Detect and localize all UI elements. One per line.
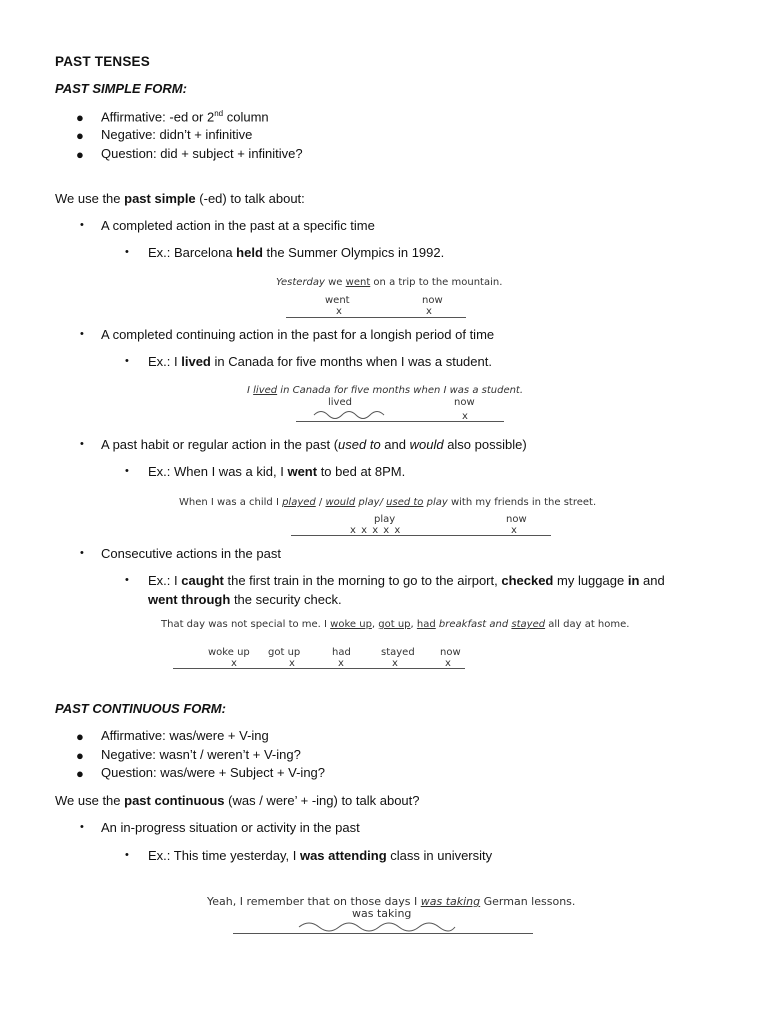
usage-item: An in-progress situation or activity in the past [101,820,360,835]
duration-wave [312,407,386,421]
bullet: • [125,355,129,367]
timeline-label: woke up [208,647,250,658]
bullet: • [80,547,84,559]
bullet: ● [76,110,84,125]
example-sentence: Ex.: I lived in Canada for five months when I was a student. [148,354,492,369]
bullet: • [125,849,129,861]
bullet: ● [76,766,84,781]
timeline-sentence: Yeah, I remember that on those days I was taking German lessons. [207,895,576,908]
usage-intro-past-continuous: We use the past continuous (was / were’ + -ing) to talk about? [55,793,420,808]
form-item-negative: Negative: didn’t + infinitive [101,127,253,142]
timeline-axis [233,933,533,934]
bullet: • [80,821,84,833]
page-title: PAST TENSES [55,54,150,69]
section-heading-past-simple: PAST SIMPLE FORM: [55,81,187,96]
bullet: • [80,219,84,231]
timeline-marker: x [445,658,451,669]
bullet: ● [76,748,84,763]
timeline-label: had [332,647,351,658]
timeline-axis [296,421,504,422]
bullet: • [125,246,129,258]
timeline-sentence: That day was not special to me. I woke up, got up, had breakfast and stayed all day at home. [161,619,630,630]
bullet: ● [76,729,84,744]
duration-wave [297,918,457,934]
timeline-axis [291,535,551,536]
section-heading-past-continuous: PAST CONTINUOUS FORM: [55,701,226,716]
bullet: ● [76,147,84,162]
timeline-axis [173,668,465,669]
usage-intro-past-simple: We use the past simple (-ed) to talk about: [55,191,305,206]
example-sentence: Ex.: When I was a kid, I went to bed at 8PM. [148,464,406,479]
form-item-negative: Negative: wasn’t / weren’t + V-ing? [101,747,301,762]
bullet: • [125,465,129,477]
bullet: • [80,438,84,450]
example-sentence-continued: went through the security check. [148,592,342,607]
form-item-question: Question: was/were + Subject + V-ing? [101,765,326,780]
timeline-label-now: now [422,295,443,306]
usage-item: A completed continuing action in the past for a longish period of time [101,327,495,342]
timeline-marker: x [462,411,468,422]
timeline-label: went [325,295,350,306]
form-item-affirmative: Affirmative: was/were + V-ing [101,728,269,743]
timeline-label: play [374,514,396,525]
timeline-marker: x [289,658,295,669]
timeline-marker: x [231,658,237,669]
usage-item: Consecutive actions in the past [101,546,281,561]
timeline-label-now: now [440,647,461,658]
example-sentence: Ex.: Barcelona held the Summer Olympics in 1992. [148,245,445,260]
timeline-label: lived [328,397,352,408]
timeline-marker: x [338,658,344,669]
timeline-label: stayed [381,647,415,658]
timeline-marker: x [426,306,432,317]
form-item-affirmative: Affirmative: -ed or 2nd column [101,109,269,125]
timeline-label: was taking [352,907,412,920]
timeline-axis [286,317,466,318]
bullet: • [80,328,84,340]
timeline-markers: x x x x x [350,525,401,536]
timeline-label-now: now [454,397,475,408]
timeline-marker: x [392,658,398,669]
timeline-marker: x [511,525,517,536]
timeline-marker: x [336,306,342,317]
usage-item: A completed action in the past at a specific time [101,218,375,233]
bullet: • [125,574,129,586]
example-sentence: Ex.: This time yesterday, I was attending class in university [148,848,493,863]
timeline-label: got up [268,647,301,658]
example-sentence: Ex.: I caught the first train in the morning to go to the airport, checked my luggage in and [148,573,665,588]
timeline-sentence: Yesterday we went on a trip to the mountain. [276,277,503,288]
bullet: ● [76,128,84,143]
timeline-sentence: When I was a child I played / would play/ used to play with my friends in the street. [179,497,597,508]
form-item-question: Question: did + subject + infinitive? [101,146,303,161]
timeline-label-now: now [506,514,527,525]
usage-item: A past habit or regular action in the past (used to and would also possible) [101,437,527,452]
timeline-sentence: I lived in Canada for five months when I was a student. [247,385,524,396]
